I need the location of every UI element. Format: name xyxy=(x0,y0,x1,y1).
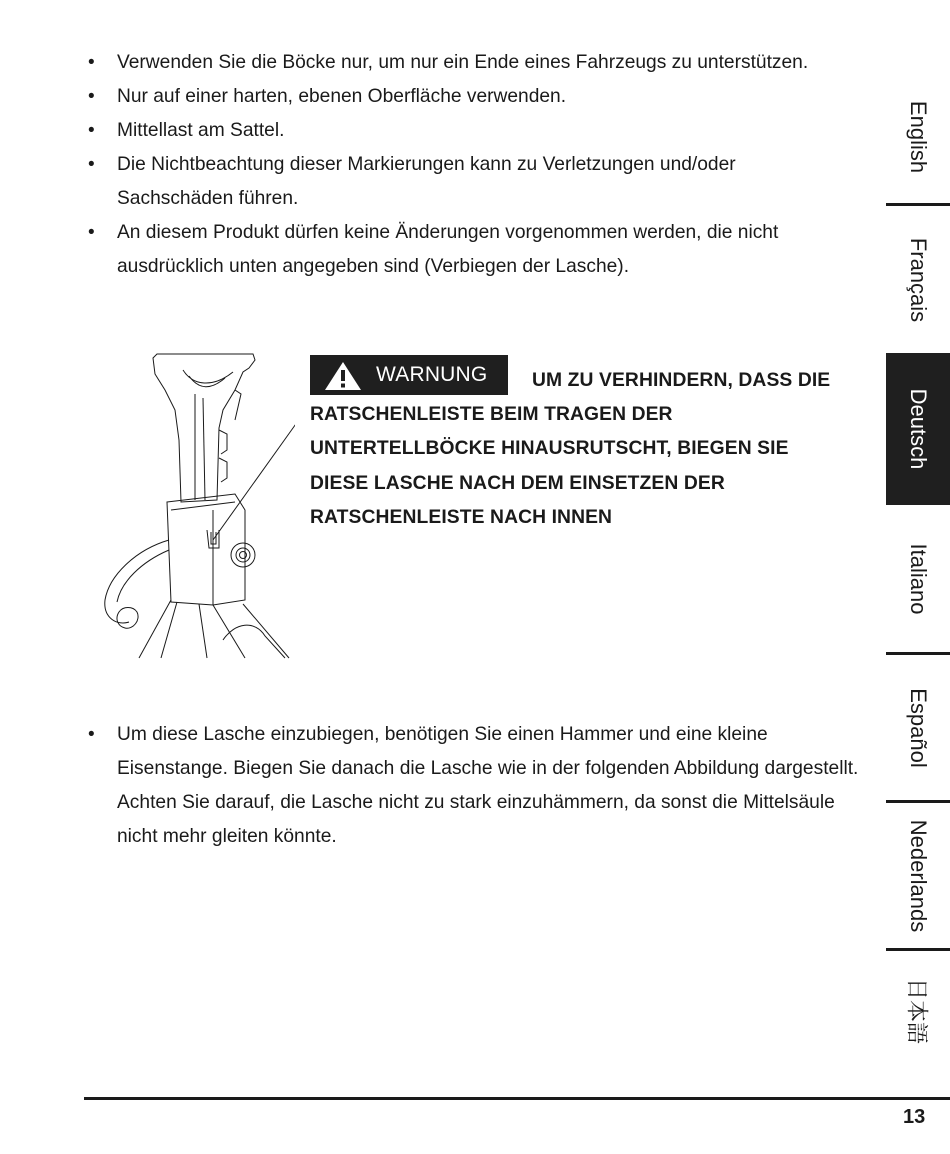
page-number: 13 xyxy=(903,1106,926,1128)
tab-deutsch[interactable] xyxy=(886,353,950,505)
tab-label: Français xyxy=(906,237,931,322)
bullet-list-top xyxy=(88,46,848,284)
bullet-list-bottom xyxy=(88,718,863,854)
jack-stand-illustration xyxy=(95,350,295,660)
language-sidebar xyxy=(886,70,950,1070)
tab-label: English xyxy=(906,100,931,173)
list-item: • Nur auf einer harten, ebenen Oberfläche verwenden. xyxy=(88,80,848,114)
tab-label: Nederlands xyxy=(906,819,931,932)
warning-text: UM ZU VERHINDERN, DASS DIE RATSCHENLEISTE BEIM TRAGEN DER UNTERTELLBÖCKE HINAUSRUTSCHT, BIEGEN SIE DIESE LASCHE NACH DEM EINSETZEN DER RATSCHENLEISTE NACH INNEN xyxy=(310,370,831,528)
tab-francais[interactable] xyxy=(886,206,950,353)
list-item: • Die Nichtbeachtung dieser Markierungen kann zu Verletzungen und/oder Sachschäden führen. xyxy=(88,148,848,216)
list-item: • Mittellast am Sattel. xyxy=(88,114,848,148)
footer-rule xyxy=(84,1097,950,1100)
tab-label: Español xyxy=(906,687,931,768)
tab-japanese[interactable] xyxy=(886,951,950,1070)
tab-espanol[interactable] xyxy=(886,655,950,800)
tab-english[interactable] xyxy=(886,70,950,203)
tab-italiano[interactable] xyxy=(886,505,950,652)
tab-label: Italiano xyxy=(906,543,931,614)
tab-label: Deutsch xyxy=(906,388,931,470)
tab-nederlands[interactable] xyxy=(886,803,950,948)
list-item: • Um diese Lasche einzubiegen, benötigen Sie einen Hammer und eine kleine Eisenstange. Biegen Sie danach die Lasche wie in der folgenden Abbildung dargestellt. Achten Sie darauf, die Lasche nicht zu stark einzuhämmern, da sonst die Mittelsäule nicht mehr gleiten könnte. xyxy=(88,718,863,854)
warning-label: WARNUNG xyxy=(376,363,488,386)
list-item: • Verwenden Sie die Böcke nur, um nur ein Ende eines Fahrzeugs zu unterstützen. xyxy=(88,46,848,80)
tab-label: 日本語 xyxy=(904,977,930,1044)
list-item: • An diesem Produkt dürfen keine Änderungen vorgenommen werden, die nicht ausdrücklich unten angegeben sind (Verbiegen der Lasche). xyxy=(88,216,848,284)
